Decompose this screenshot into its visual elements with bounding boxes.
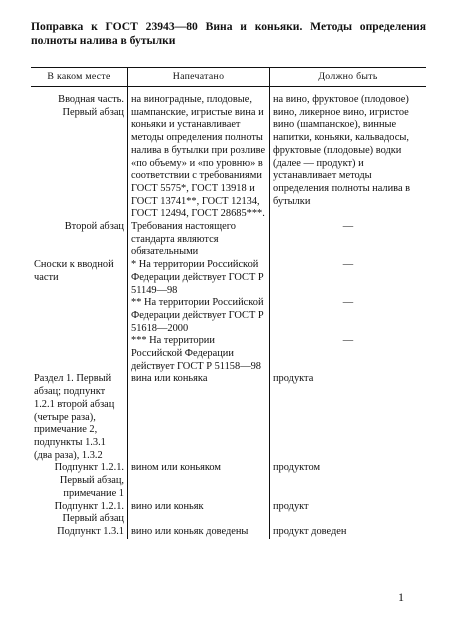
cell-correct: — — [342, 259, 354, 271]
cell-place: Подпункт 1.2.1. Первый абзац, примечание 1 — [54, 462, 124, 499]
table-row — [31, 297, 426, 335]
cell-correct: продукта — [270, 373, 427, 462]
cell-place: Раздел 1. Первый абзац; подпункт 1.2.1 второй абзац (четыре раза), примечание 2, подпункты 1.3.1 (два раза), 1.3.2 — [34, 373, 115, 461]
cell-printed: * На территории Российской Федерации действует ГОСТ Р 51149—98 — [128, 259, 270, 297]
document-title: Поправка к ГОСТ 23943—80 Вина и коньяки. Методы определения полноты налива в бутылки — [31, 20, 426, 47]
cell-printed: на виноградные, плодовые, шампанские, игристые вина и коньяки и устанавливает методы определения полноты налива в бутылки при розливе «по объему» и «по уровню» в соответствии с требованиями ГОСТ 5575*, ГОСТ 13918 и ГОСТ 13741**, ГОСТ 12134, ГОСТ 12494, ГОСТ 28685***. — [128, 87, 270, 222]
cell-correct: продуктом — [270, 462, 427, 500]
table-row — [31, 501, 426, 526]
cell-correct: — — [342, 221, 354, 233]
cell-correct: — — [342, 297, 354, 309]
table-row — [31, 221, 426, 259]
cell-place: Второй абзац — [64, 221, 124, 233]
cell-place: Вводная часть. Первый абзац — [58, 94, 124, 118]
cell-place — [31, 335, 128, 373]
table-row — [31, 462, 426, 500]
column-header-correct: Должно быть — [270, 68, 427, 87]
corrections-table — [31, 67, 426, 539]
cell-printed: вина или коньяка — [128, 373, 270, 462]
cell-printed: вино или коньяк — [128, 501, 270, 526]
cell-correct: продукт — [270, 501, 427, 526]
table-row — [31, 87, 426, 222]
cell-place: Сноски к вводной части — [34, 259, 114, 283]
column-header-printed: Напечатано — [128, 68, 270, 87]
table-row — [31, 335, 426, 373]
cell-printed: ** На территории Российской Федерации действует ГОСТ Р 51618—2000 — [128, 297, 270, 335]
cell-printed: *** На территории Российской Федерации действует ГОСТ Р 51158—98 — [128, 335, 270, 373]
table-header-row — [31, 68, 426, 87]
cell-correct: — — [342, 335, 354, 347]
cell-correct: продукт доведен — [270, 526, 427, 539]
cell-place: Подпункт 1.2.1. Первый абзац — [54, 500, 124, 525]
table-row — [31, 373, 426, 462]
table-row — [31, 259, 426, 297]
cell-printed: вино или коньяк доведены — [128, 526, 270, 539]
page-number: 1 — [398, 590, 404, 604]
cell-printed: Требования настоящего стандарта являются обязательными — [128, 221, 270, 259]
cell-correct: на вино, фруктовое (плодовое) вино, ликерное вино, игристое вино (шампанское), винные напитки, коньяки, кальвадосы, фруктовые (плодовые) водки (далее — продукт) и устанавливает методы определения полноты налива в бутылки — [270, 87, 427, 222]
cell-place: Подпункт 1.3.1 — [57, 525, 124, 537]
table-row — [31, 526, 426, 539]
cell-place — [31, 297, 128, 335]
cell-printed: вином или коньяком — [128, 462, 270, 500]
column-header-place: В каком месте — [31, 68, 128, 87]
